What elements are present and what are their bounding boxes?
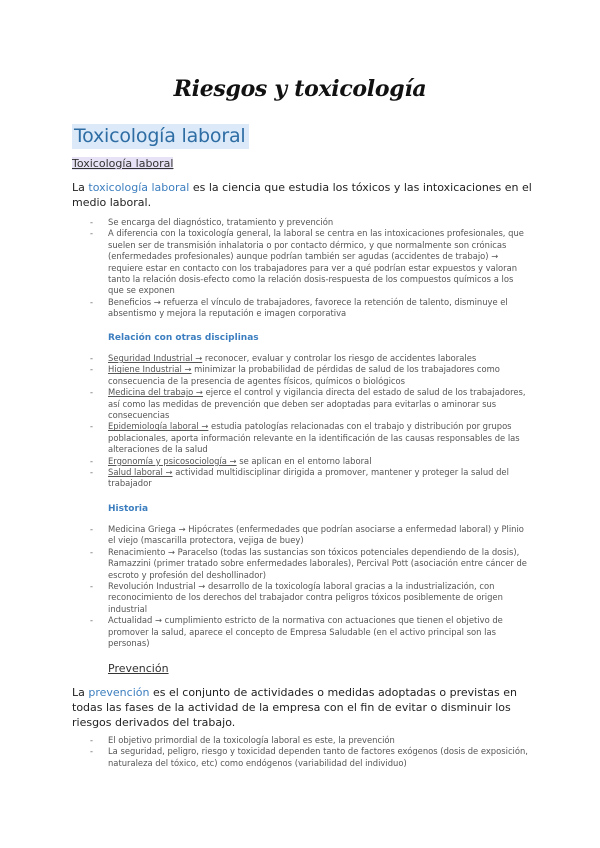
term-link: Medicina del trabajo →	[108, 387, 203, 398]
term-link: Ergonomía y psicosociología →	[108, 455, 237, 466]
term-link: Seguridad Industrial →	[108, 353, 203, 363]
intro-term: toxicología laboral	[88, 181, 190, 194]
section-heading: Toxicología laboral	[72, 124, 249, 149]
list-item: - Se encarga del diagnóstico, tratamiento y prevención	[90, 217, 334, 227]
list-item: - Actualidad → cumplimiento estricto de la normativa con actuaciones que tienen el objetivo de promover la salud, aparece el concepto de Empresa Saludable (en el activo principal son las personas)	[90, 615, 503, 649]
historia-list	[90, 524, 530, 649]
term-link: Higiene Industrial →	[108, 364, 192, 375]
relacion-heading: Relación con otras disciplinas	[108, 333, 259, 343]
intro-paragraph	[72, 180, 532, 210]
list-item: - Epidemiología laboral → estudia patologías relacionadas con el trabajo y distribución por grupos poblacionales, aporta información relevante en la identificación de las causas responsables de las alteraciones de la salud	[90, 421, 520, 455]
intro-bullet-list	[90, 217, 530, 320]
list-item: - Renacimiento → Paracelso (todas las sustancias son tóxicos potenciales dependiendo de la dosis), Ramazzini (primer tratado sobre enfermedades laborales), Percival Pott (asociación entre cáncer de escroto y profesión del deshollinador)	[90, 546, 527, 580]
historia-heading: Historia	[108, 504, 149, 514]
prevencion-term: prevención	[88, 686, 150, 699]
list-item: - Salud laboral → actividad multidisciplinar dirigida a promover, mantener y proteger la salud del trabajador	[90, 467, 509, 489]
list-item: - Medicina Griega → Hipócrates (enfermedades que podrían asociarse a enfermedad laboral) y Plinio el viejo (mascarilla protectora, vejiga de buey)	[90, 524, 524, 546]
term-link: Epidemiología laboral →	[108, 421, 209, 432]
relacion-list	[90, 353, 530, 490]
prevencion-paragraph: La prevención es el conjunto de actividades o medidas adoptadas o previstas en todas las fases de la actividad de la empresa con el fin de evitar o disminuir los riesgos derivados del trabajo.	[72, 686, 517, 729]
list-item: - Ergonomía y psicosociología → se aplican en el entorno laboral	[90, 455, 372, 466]
list-item: - El objetivo primordial de la toxicología laboral es este, la prevención	[90, 735, 395, 745]
list-item: - Beneficios → refuerza el vínculo de trabajadores, favorece la retención de talento, disminuye el absentismo y mejora la reputación e imagen corporativa	[90, 296, 508, 319]
document-title: Riesgos y toxicología	[173, 76, 427, 102]
intro-pre: La	[72, 181, 89, 194]
list-item: - A diferencia con la toxicología general, la laboral se centra en las intoxicaciones profesionales, que suelen ser de transmisión inhalatoria o por contacto dérmico, y que normalmente son crónicas (enfermedades profesionales) aunque podrían también ser agudas (accidentes de trabajo) → requiere estar en contacto con los trabajadores para ver a qué podrían estar expuestos y valoran tanto la relación dosis-efecto como la relación dosis-respuesta de los compuestos químicos a los que se exponen	[90, 228, 524, 296]
list-item: - Seguridad Industrial → reconocer, evaluar y controlar los riesgo de accidentes laborales	[90, 353, 477, 363]
list-item: - Revolución Industrial → desarrollo de la toxicología laboral gracias a la industrialización, con reconocimiento de los derechos del trabajador contra peligros tóxicos posiblemente de origen industrial	[90, 581, 503, 614]
prevencion-bullet-list	[90, 735, 530, 769]
prevencion-heading: Prevención	[108, 662, 169, 675]
list-item: - Higiene Industrial → minimizar la probabilidad de pérdidas de salud de los trabajadores como consecuencia de la presencia de agentes físicos, químicos o biológicos	[90, 364, 500, 386]
subsection-heading: Toxicología laboral	[72, 157, 174, 170]
list-item: - Medicina del trabajo → ejerce el control y vigilancia directa del estado de salud de los trabajadores, así como las medidas de prevención que deben ser adoptadas para evitarlas o aminorar sus consecuencias	[90, 387, 526, 421]
term-link: Salud laboral →	[108, 467, 173, 478]
list-item: - La seguridad, peligro, riesgo y toxicidad dependen tanto de factores exógenos (dosis de exposición, naturaleza del tóxico, etc) como endógenos (variabilidad del individuo)	[90, 746, 528, 768]
intro-post: es la ciencia que estudia los tóxicos y las intoxicaciones en el medio laboral.	[72, 181, 532, 209]
